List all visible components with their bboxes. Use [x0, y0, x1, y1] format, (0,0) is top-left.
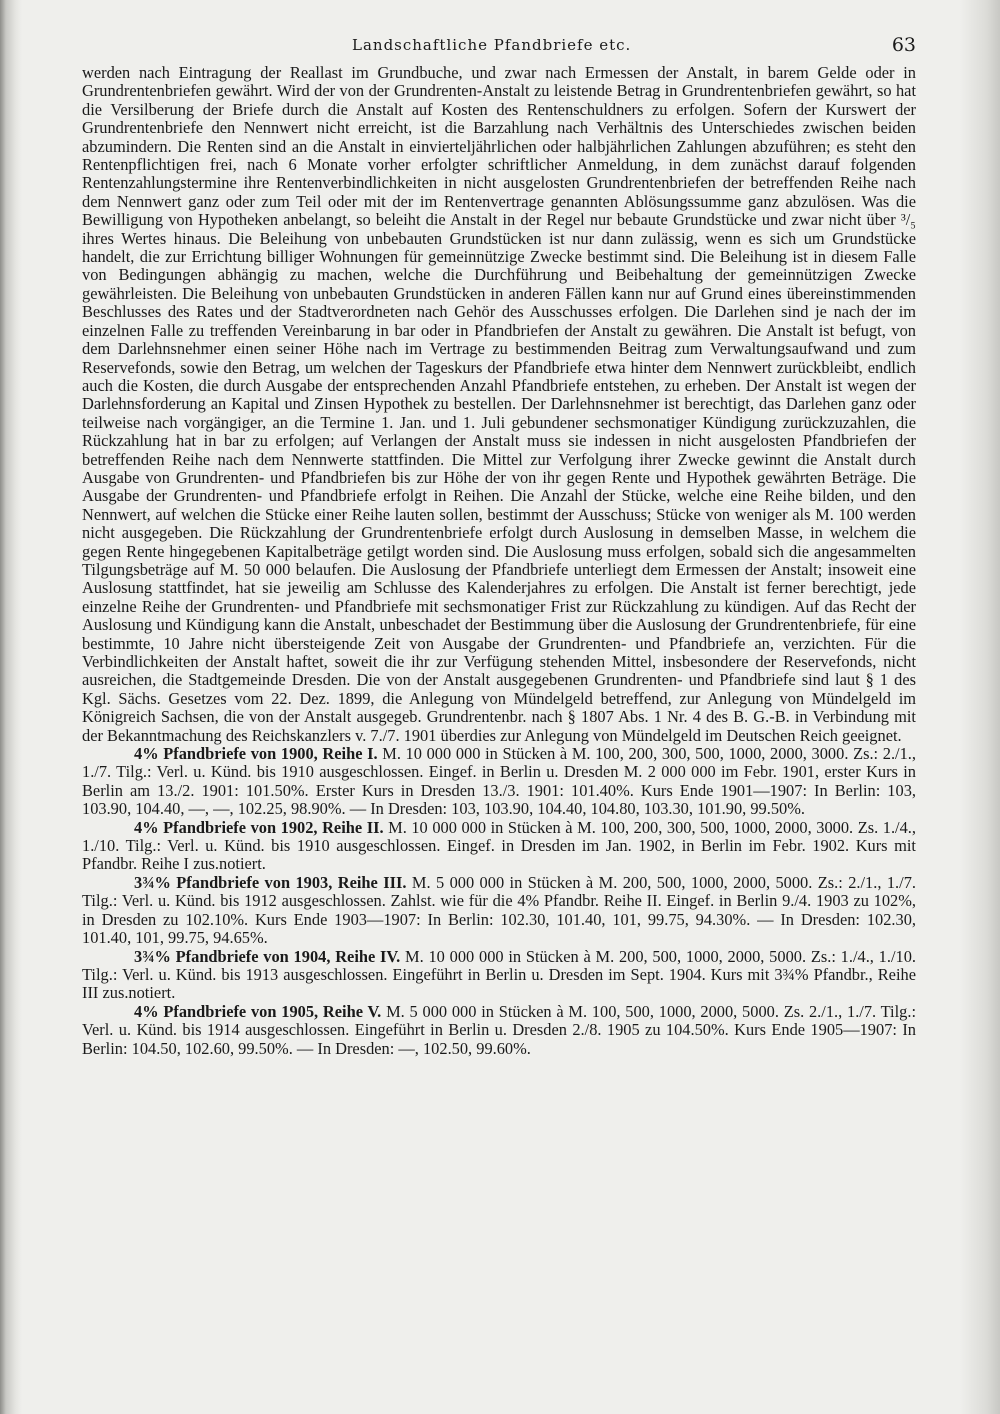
entry-text: M. 5 000 000 in Stücken à M. 200, 500, 1000, 2000, 5000. Zs.: 2./1., 1./7. Tilg.: Verl. u. Künd. bis 1912 ausgeschlossen. Zahlst. wie für die 4% Pfandbr. Reihe II. Eingef. in Berlin 9./4. 1903 zu 102%, in Dresden zu 102.10%. Kurs Ende 1903—1907: In Berlin: 102.30, 101.40, 101, 99.75, 94.30%. — In Dresden: 102.30, 101.40, 101, 99.75, 94.65%.: [82, 872, 916, 948]
main-paragraph: werden nach Eintragung der Reallast im Grundbuche, und zwar nach Ermessen der Anstalt, in barem Gelde oder in Grundrentenbriefen gewährt. Wird der von der Grundrenten-Anstalt zu leistende Betrag in Grundrentenbriefen gewährt, so hat die Versilberung der Briefe durch die Anstalt auf Kosten des Rentenschuldners zu erfolgen. Sofern der Kurswert der Grundrentenbriefe den Nennwert nicht erreicht, ist die Barzahlung nach Verhältnis des Unterschiedes zwischen beiden abzumindern. Die Renten sind an die Anstalt in einvierteljährlichen oder halbjährlichen Zahlungen abzuführen; es steht den Rentenpflichtigen frei, nach 6 Monate vorher erfolgter schriftlicher Anmeldung, in dem zunächst darauf folgenden Rentenzahlungstermine ihre Rentenverbindlichkeiten in nicht ausgelosten Grundrentenbriefen der betreffenden Reihe nach dem Nennwert ganz oder zum Teil oder mit der im Rentenvertrage genannten Ablösungssumme ganz abzulösen. Was die Bewilligung von Hypotheken anbelangt, so beleiht die Anstalt in der Regel nur bebaute Grundstücke und zwar nicht über ³/₅ ihres Wertes hinaus. Die Beleihung von unbebauten Grundstücken ist nur dann zulässig, wenn es sich um Grundstücke handelt, die zur Errichtung billiger Wohnungen für gemeinnützige Zwecke bestimmt sind. Die Beleihung ist in diesem Falle von Bedingungen abhängig zu machen, welche die Durchführung und Beibehaltung der gemeinnützigen Zwecke gewährleisten. Die Beleihung von unbebauten Grundstücken in anderen Fällen kann nur auf Grund eines übereinstimmenden Beschlusses des Rates und der Stadtverordneten nach Gehör des Ausschusses erfolgen. Die Darlehen sind je nach der im einzelnen Falle zu treffenden Vereinbarung in bar oder in Pfandbriefen der Anstalt zu gewähren. Die Anstalt ist befugt, von dem Darlehnsnehmer einen seiner Höhe nach im Vertrage zu bestimmenden Beitrag zum Verwaltungsaufwand und zum Reservefonds, sowie den Betrag, um welchen der Tageskurs der Pfandbriefe etwa hinter dem Nennwert zurückbleibt, endlich auch die Kosten, die durch Ausgabe der entsprechenden Anzahl Pfandbriefe entstehen, zu erheben. Der Anstalt ist wegen der Darlehnsforderung an Kapital und Zinsen Hypothek zu bestellen. Der Darlehnsnehmer ist berechtigt, das Darlehen ganz oder teilweise nach vorgängiger, an die Termine 1. Jan. und 1. Juli gebundener sechsmonatiger Kündigung zurückzuzahlen, die Rückzahlung hat in bar zu erfolgen; auf Verlangen der Anstalt muss sie indessen in nicht ausgelosten Pfandbriefen der betreffenden Reihe nach dem Nennwerte stattfinden. Die Mittel zur Verfolgung ihrer Zwecke gewinnt die Anstalt durch Ausgabe von Grundrenten- und Pfandbriefen bis zur Höhe der von ihr gegen Rente und Hypothek gewährten Beträge. Die Ausgabe der Grundrenten- und Pfandbriefe erfolgt in Reihen. Die Anzahl der Stücke, welche eine Reihe bilden, und den Nennwert, auf welchen die Stücke einer Reihe lauten sollen, bestimmt der Ausschuss; Stücke von weniger als M. 100 werden nicht ausgegeben. Die Rückzahlung der Grundrentenbriefe erfolgt durch Auslosung in demselben Masse, in welchem die gegen Rente hingegebenen Kapitalbeträge getilgt worden sind. Die Auslosung muss erfolgen, sobald sich die angesammelten Tilgungsbeträge auf M. 50 000 belaufen. Die Auslosung der Pfandbriefe unterliegt dem Ermessen der Anstalt; insoweit eine Auslosung stattfindet, hat sie jeweilig am Schlusse des Kalenderjahres zu erfolgen. Die Anstalt ist ferner berechtigt, jede einzelne Reihe der Grundrenten- und Pfandbriefe mit sechsmonatiger Frist zur Rückzahlung zu kündigen. Auf das Recht der Auslosung und Kündigung kann die Anstalt, unbeschadet der Bestimmung über die Auslosung der Grundrentenbriefe, für eine bestimmte, 10 Jahre nicht übersteigende Zeit von Ausgabe der Grundrenten- und Pfandbriefe an, verzichten. Für die Verbindlichkeiten der Anstalt haftet, soweit die ihr zur Verfügung stehenden Mittel, insbesondere der Reservefonds, nicht ausreichen, die Stadtgemeinde Dresden. Die von der Anstalt ausgegebenen Grundrenten- und Pfandbriefe sind laut § 1 des Kgl. Sächs. Gesetzes vom 22. Dez. 1899, die Anlegung von Mündelgeld betreffend, zur Anlegung von Mündelgeld im Königreich Sachsen, die von der Anstalt ausgegeb. Grundrentenbr. nach § 1807 Abs. 1 Nr. 4 des B. G.-B. in Verbindung mit der Bekanntmachung des Reichskanzlers v. 7./7. 1901 überdies zur Anlegung von Mündelgeld im Deutschen Reich geeignet.: [82, 63, 916, 745]
header-title: Landschaftliche Pfandbriefe etc.: [352, 36, 632, 54]
entry-heading: 4% Pfandbriefe von 1900, Reihe I.: [134, 744, 378, 764]
entry-text: M. 10 000 000 in Stücken à M. 200, 500, 1000, 2000, 5000. Zs.: 1./4., 1./10. Tilg.: Verl. u. Künd. bis 1913 ausgeschlossen. Eingeführt in Berlin u. Dresden im Sept. 1904. Kurs mit 3¾% Pfandbr., Reihe III zus.notiert.: [82, 946, 916, 1003]
entry-text: M. 10 000 000 in Stücken à M. 100, 200, 300, 500, 1000, 2000, 3000. Zs.: 2./1., 1./7. Tilg.: Verl. u. Künd. bis 1910 ausgeschlossen. Eingef. in Berlin u. Dresden M. 2 000 000 im Febr. 1901, erster Kurs in Berlin am 13./2. 1901: 101.50%. Erster Kurs in Dresden 13./3. 1901: 101.40%. Kurs Ende 1901—1907: In Berlin: 103, 103.90, 104.40, —, —, 102.25, 98.90%. — In Dresden: 103, 103.90, 104.40, 104.80, 103.30, 101.90, 99.50%.: [82, 744, 916, 819]
entry-reihe-2: [82, 819, 916, 874]
entry-heading: 3¾% Pfandbriefe von 1903, Reihe III.: [134, 872, 407, 892]
scan-shadow-right: [960, 0, 1000, 1414]
entry-reihe-5: [82, 1003, 916, 1058]
entry-heading: 3¾% Pfandbriefe von 1904, Reihe IV.: [134, 946, 401, 966]
entry-text: M. 5 000 000 in Stücken à M. 100, 500, 1000, 2000, 5000. Zs. 2./1., 1./7. Tilg.: Verl. u. Künd. bis 1914 ausgeschlossen. Eingeführt in Berlin u. Dresden 2./8. 1905 zu 104.50%. Kurs Ende 1905—1907: In Berlin: 104.50, 102.60, 99.50%. — In Dresden: —, 102.50, 99.60%.: [82, 1001, 917, 1058]
entry-heading: 4% Pfandbriefe von 1905, Reihe V.: [134, 1001, 382, 1021]
entry-reihe-1: [82, 745, 916, 819]
entry-heading: 4% Pfandbriefe von 1902, Reihe II.: [134, 817, 384, 837]
entry-reihe-4: [82, 948, 916, 1003]
page-number: 63: [891, 34, 916, 56]
body-text: [82, 64, 916, 1058]
scan-shadow-left: [0, 0, 22, 1414]
entry-reihe-3: [82, 874, 916, 948]
entry-text: M. 10 000 000 in Stücken à M. 100, 200, 300, 500, 1000, 2000, 3000. Zs. 1./4., 1./10. Tilg.: Verl. u. Künd. bis 1910 ausgeschlossen. Eingef. in Dresden im Jan. 1902, in Berlin im Febr. 1902. Kurs mit Pfandbr. Reihe I zus.notiert.: [82, 817, 916, 874]
book-page: [82, 34, 916, 1058]
running-header: [82, 34, 916, 60]
